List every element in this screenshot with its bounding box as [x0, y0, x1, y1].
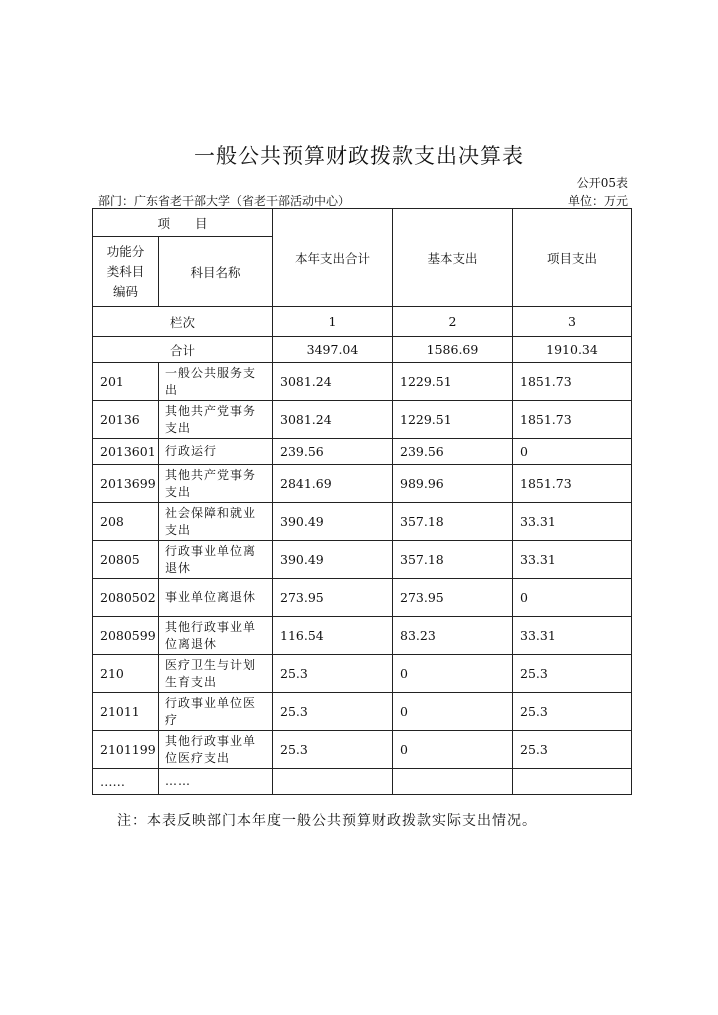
row-basic: 273.95: [393, 579, 513, 617]
row-project: 0: [513, 439, 632, 465]
row-subject-name: 行政运行: [159, 439, 273, 465]
header-subject-name: 科目名称: [159, 237, 273, 307]
row-total: 116.54: [273, 617, 393, 655]
row-subject-name: 一般公共服务支出: [159, 363, 273, 401]
row-project: 33.31: [513, 541, 632, 579]
totals-basic: 1586.69: [393, 337, 513, 363]
row-basic: 357.18: [393, 541, 513, 579]
row-project: 25.3: [513, 693, 632, 731]
table-row: [93, 655, 632, 693]
row-project: 33.31: [513, 617, 632, 655]
row-basic: 0: [393, 693, 513, 731]
row-project: 25.3: [513, 655, 632, 693]
table-row: [93, 401, 632, 439]
page-title: 一般公共预算财政拨款支出决算表: [194, 144, 524, 168]
row-basic: 1229.51: [393, 401, 513, 439]
table-row: [93, 769, 632, 795]
row-code: ……: [93, 769, 159, 795]
column-index-3: 3: [513, 307, 632, 337]
row-project: 1851.73: [513, 363, 632, 401]
row-code: 2080502: [93, 579, 159, 617]
row-code: 2080599: [93, 617, 159, 655]
table-row: [93, 503, 632, 541]
row-total: 2841.69: [273, 465, 393, 503]
row-total: [273, 769, 393, 795]
header-total: 本年支出合计: [273, 209, 393, 307]
row-code: 210: [93, 655, 159, 693]
row-code: 2013699: [93, 465, 159, 503]
table-row: [93, 693, 632, 731]
row-code: 201: [93, 363, 159, 401]
row-code: 20136: [93, 401, 159, 439]
header-project: 项目支出: [513, 209, 632, 307]
totals-project: 1910.34: [513, 337, 632, 363]
table-row: [93, 731, 632, 769]
table-row: [93, 439, 632, 465]
row-total: 25.3: [273, 731, 393, 769]
table-row: [93, 541, 632, 579]
department-label: 部门：广东省老干部大学（省老干部活动中心）: [98, 194, 351, 208]
column-index-label: 栏次: [93, 307, 273, 337]
row-total: 273.95: [273, 579, 393, 617]
row-subject-name: 社会保障和就业支出: [159, 503, 273, 541]
column-index-2: 2: [393, 307, 513, 337]
row-code: 208: [93, 503, 159, 541]
table-row: [93, 465, 632, 503]
row-project: 0: [513, 579, 632, 617]
row-code: 21011: [93, 693, 159, 731]
row-subject-name: 其他行政事业单位离退休: [159, 617, 273, 655]
row-subject-name: 其他共产党事务支出: [159, 401, 273, 439]
table-row: [93, 617, 632, 655]
row-project: [513, 769, 632, 795]
row-subject-name: 其他共产党事务支出: [159, 465, 273, 503]
row-basic: 357.18: [393, 503, 513, 541]
row-total: 25.3: [273, 655, 393, 693]
row-total: 25.3: [273, 693, 393, 731]
row-subject-name: 行政事业单位医疗: [159, 693, 273, 731]
row-basic: 1229.51: [393, 363, 513, 401]
totals-total: 3497.04: [273, 337, 393, 363]
row-subject-name: 行政事业单位离退休: [159, 541, 273, 579]
row-basic: 83.23: [393, 617, 513, 655]
row-project: 1851.73: [513, 401, 632, 439]
row-subject-name: ……: [159, 769, 273, 795]
row-code: 2101199: [93, 731, 159, 769]
column-index-1: 1: [273, 307, 393, 337]
row-project: 1851.73: [513, 465, 632, 503]
row-basic: 239.56: [393, 439, 513, 465]
row-basic: 0: [393, 731, 513, 769]
unit-label: 单位：万元: [567, 194, 628, 208]
row-basic: [393, 769, 513, 795]
row-subject-name: 医疗卫生与计划生育支出: [159, 655, 273, 693]
row-total: 3081.24: [273, 401, 393, 439]
row-subject-name: 其他行政事业单位医疗支出: [159, 731, 273, 769]
row-basic: 989.96: [393, 465, 513, 503]
row-basic: 0: [393, 655, 513, 693]
table-row: [93, 579, 632, 617]
form-number: 公开05表: [576, 176, 628, 190]
expenditure-table: [92, 208, 632, 795]
header-basic: 基本支出: [393, 209, 513, 307]
row-total: 390.49: [273, 541, 393, 579]
row-project: 33.31: [513, 503, 632, 541]
row-total: 390.49: [273, 503, 393, 541]
row-total: 3081.24: [273, 363, 393, 401]
footnote: 注：本表反映部门本年度一般公共预算财政拨款实际支出情况。: [117, 813, 537, 829]
totals-label: 合计: [93, 337, 273, 363]
table-row: [93, 363, 632, 401]
header-func-code: 功能分类科目编码: [93, 237, 159, 307]
row-subject-name: 事业单位离退休: [159, 579, 273, 617]
row-project: 25.3: [513, 731, 632, 769]
row-code: 20805: [93, 541, 159, 579]
header-item: 项 目: [93, 209, 273, 237]
row-total: 239.56: [273, 439, 393, 465]
row-code: 2013601: [93, 439, 159, 465]
